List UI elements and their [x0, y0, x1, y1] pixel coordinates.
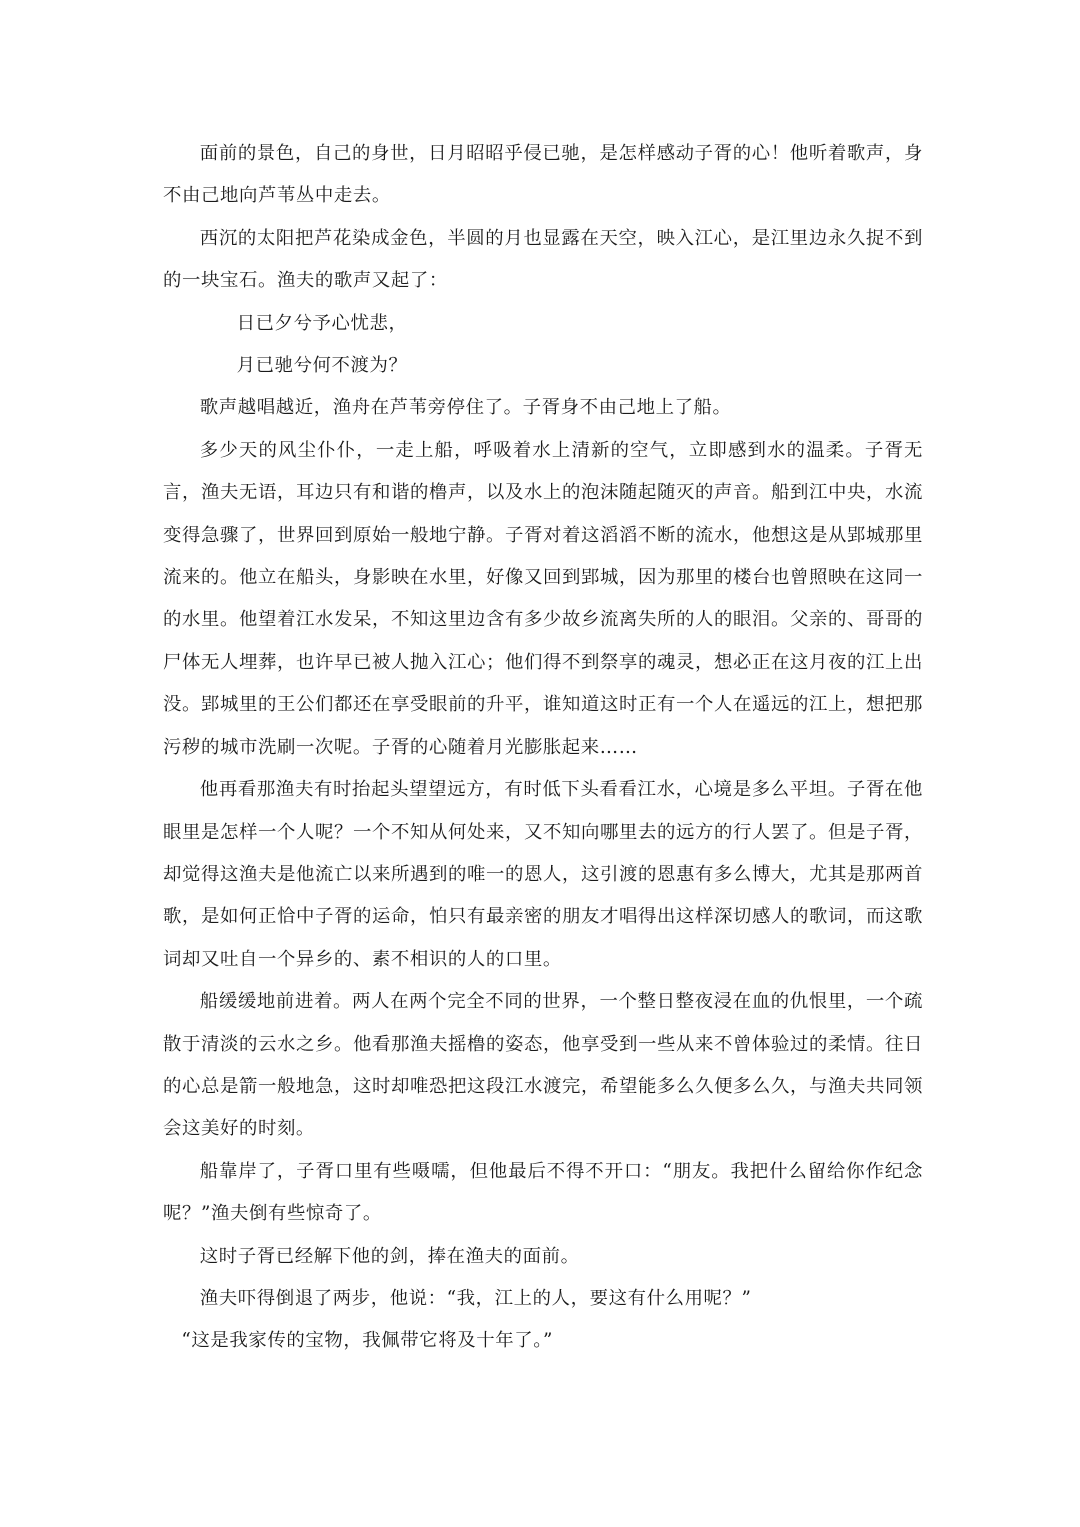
paragraph-4: 多少天的风尘仆仆，一走上船，呼吸着水上清新的空气，立即感到水的温柔。子胥无言，渔夫无语，耳边只有和谐的橹声，以及水上的泡沫随起随灭的声音。船到江中央，水流变得急骤了，世界回到原始一般地宁静。子胥对着这滔滔不断的流水，他想这是从郢城那里流来的。他立在船头，身影映在水里，好像又回到郢城，因为那里的楼台也曾照映在这同一的水里。他望着江水发呆，不知这里边含有多少故乡流离失所的人的眼泪。父亲的、哥哥的尸体无人埋葬，也许早已被人抛入江心；他们得不到祭享的魂灵，想必正在这月夜的江上出没。郢城里的王公们都还在享受眼前的升平，谁知道这时正有一个人在遥远的江上，想把那污秽的城市洗刷一次呢。子胥的心随着月光膨胀起来……	[163, 439, 923, 758]
poem-line-1: 日已夕兮予心忧悲，	[236, 312, 408, 334]
paragraph-2: 西沉的太阳把芦花染成金色，半圆的月也显露在天空，映入江心，是江里边永久捉不到的一块宝石。渔夫的歌声又起了：	[163, 227, 923, 292]
paragraph-7: 船靠岸了，子胥口里有些嗫嚅，但他最后不得不开口：“朋友。我把什么留给你作纪念呢？”渔夫倒有些惊奇了。	[163, 1160, 923, 1225]
paragraph-5: 他再看那渔夫有时抬起头望望远方，有时低下头看看江水，心境是多么平坦。子胥在他眼里是怎样一个人呢？一个不知从何处来，又不知向哪里去的远方的行人罢了。但是子胥，却觉得这渔夫是他流亡以来所遇到的唯一的恩人，这引渡的恩惠有多么博大，尤其是那两首歌，是如何正恰中子胥的运命，怕只有最亲密的朋友才唱得出这样深切感人的歌词，而这歌词却又吐自一个异乡的、素不相识的人的口里。	[163, 779, 923, 970]
paragraph-9: 渔夫吓得倒退了两步，他说：“我，江上的人，要这有什么用呢？”	[199, 1287, 752, 1309]
paragraph-6: 船缓缓地前进着。两人在两个完全不同的世界，一个整日整夜浸在血的仇恨里，一个疏散于清淡的云水之乡。他看那渔夫摇橹的姿态，他享受到一些从来不曾体验过的柔情。往日的心总是箭一般地急，这时却唯恐把这段江水渡完，希望能多么久便多么久，与渔夫共同领会这美好的时刻。	[163, 991, 923, 1140]
paragraph-3: 歌声越唱越近，渔舟在芦苇旁停住了。子胥身不由己地上了船。	[199, 397, 732, 419]
poem-line-2: 月已驰兮何不渡为？	[236, 355, 408, 377]
paragraph-8: 这时子胥已经解下他的剑，捧在渔夫的面前。	[199, 1245, 580, 1267]
paragraph-10: “这是我家传的宝物，我佩带它将及十年了。”	[181, 1330, 554, 1352]
article-body	[163, 133, 923, 1363]
paragraph-1: 面前的景色，自己的身世，日月昭昭乎侵已驰，是怎样感动子胥的心！他听着歌声，身不由己地向芦苇丛中走去。	[163, 143, 923, 207]
